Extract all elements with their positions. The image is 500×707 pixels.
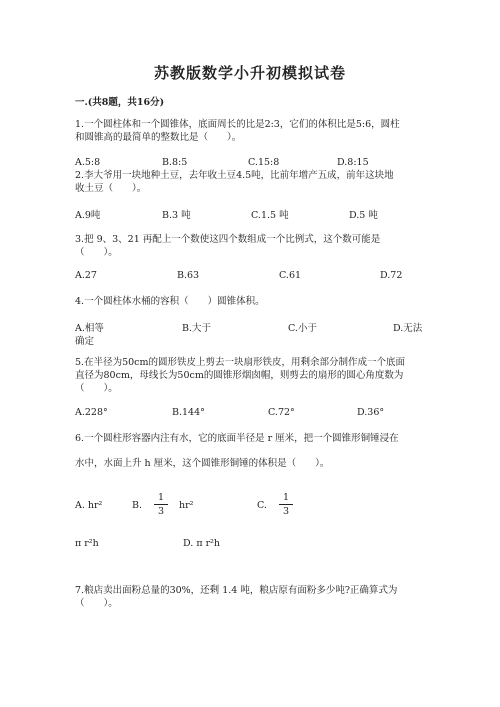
q5-option-b: B.144° <box>172 407 205 418</box>
q3-text-line1: 3.把 9、3、21 再配上一个数使这四个数组成一个比例式，这个数可能是 <box>75 234 381 245</box>
q4-option-d: D.无法 <box>393 323 423 334</box>
q6-text-line2: 水中，水面上升 h 厘米，这个圆锥形铜锤的体积是（ ）。 <box>75 458 330 469</box>
section-heading: 一.(共8题，共16分) <box>75 97 165 108</box>
fraction-denominator: 3 <box>282 506 290 517</box>
q6-option-c-tail: π r²h <box>75 538 99 549</box>
page-title: 苏教版数学小升初模拟试卷 <box>153 64 346 82</box>
q6-option-b-fraction <box>154 492 168 517</box>
q2-option-a: A.9吨 <box>75 210 101 221</box>
q6-option-c-fraction <box>279 492 293 517</box>
q5-text-line3: （ ）。 <box>75 383 118 394</box>
q3-option-a: A.27 <box>75 270 97 281</box>
q2-text-line2: 收土豆（ ）。 <box>75 183 147 194</box>
q4-option-a: A.相等 <box>75 323 104 334</box>
q1-text-line2: 和圆锥高的最简单的整数比是（ ）。 <box>75 132 242 143</box>
q1-option-d: D.8:15 <box>337 157 369 168</box>
q2-text-line1: 2.李大爷用一块地种土豆，去年收土豆4.5吨，比前年增产五成，前年这块地 <box>75 170 394 181</box>
fraction-numerator: 1 <box>157 492 165 503</box>
q3-option-b: B.63 <box>177 270 200 281</box>
q7-text-line1: 7.粮店卖出面粉总量的30%，还剩 1.4 吨，粮店原有面粉多少吨?正确算式为 <box>75 585 398 596</box>
q6-option-b: B. <box>132 500 143 511</box>
q4-text-line1: 4.一个圆柱体水桶的容积（ ）圆锥体积。 <box>75 296 265 307</box>
q1-option-b: B.8:5 <box>162 157 188 168</box>
q5-option-a: A.228° <box>75 407 108 418</box>
q7-text-line2: （ ）。 <box>75 598 118 609</box>
fraction-bar <box>154 504 168 505</box>
q2-option-c: C.1.5 吨 <box>251 210 289 221</box>
q4-option-d-continued: 确定 <box>75 336 95 347</box>
fraction-denominator: 3 <box>157 506 165 517</box>
fraction-bar <box>279 504 293 505</box>
q2-option-d: D.5 吨 <box>349 210 378 221</box>
q3-option-d: D.72 <box>380 270 403 281</box>
q3-text-line2: （ ）。 <box>75 247 118 258</box>
q1-option-c: C.15:8 <box>248 157 280 168</box>
q1-text-line1: 1.一个圆柱体和一个圆锥体，底面周长的比是2:3，它们的体积比是5:6，圆柱 <box>75 119 400 130</box>
q5-text-line1: 5.在半径为50cm的圆形铁皮上剪去一块扇形铁皮，用剩余部分制作成一个底面 <box>75 357 405 368</box>
q5-option-c: C.72° <box>268 407 295 418</box>
q3-option-c: C.61 <box>279 270 302 281</box>
q5-option-d: D.36° <box>357 407 385 418</box>
q1-option-a: A.5:8 <box>75 157 101 168</box>
fraction-numerator: 1 <box>282 492 290 503</box>
q5-text-line2: 直径为80cm，母线长为50cm的圆锥形烟囱帽，则剪去的扇形的圆心角度数为 <box>75 370 404 381</box>
q6-text-line1: 6.一个圆柱形容器内注有水，它的底面半径是 r 厘米，把一个圆锥形铜锤浸在 <box>75 433 399 444</box>
q6-option-a: A. hr² <box>75 500 103 511</box>
q2-option-b: B.3 吨 <box>162 210 191 221</box>
q4-option-b: B.大于 <box>182 323 212 334</box>
q6-option-d: D. π r²h <box>183 538 221 549</box>
q6-option-b-tail: hr² <box>179 500 194 511</box>
q4-option-c: C.小于 <box>288 323 317 334</box>
q6-option-c: C. <box>257 500 267 511</box>
